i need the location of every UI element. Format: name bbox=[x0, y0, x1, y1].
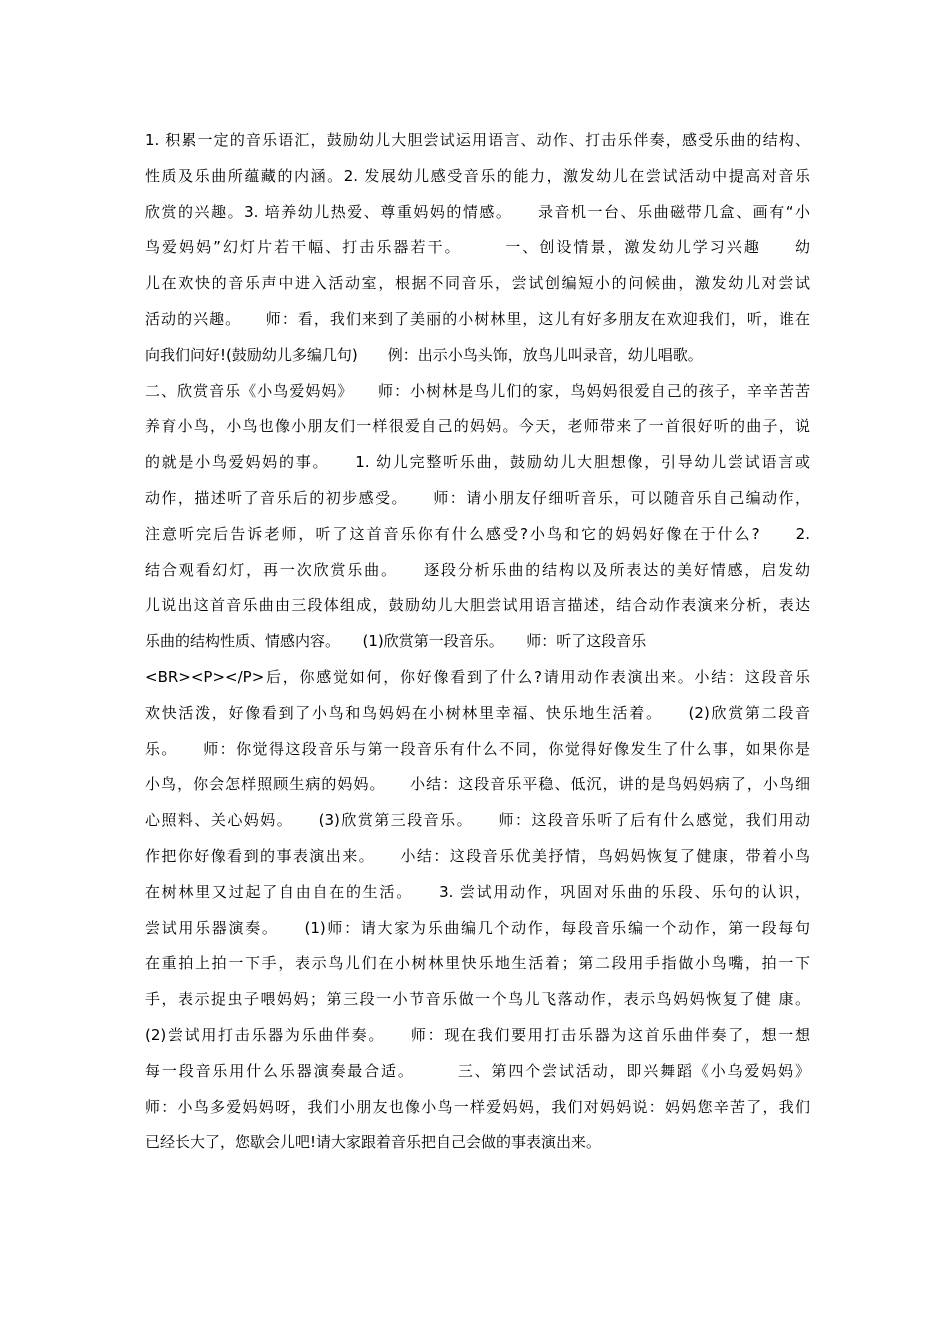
text-line-3: 欣赏的兴趣。3. 培养幼儿热爱、尊重妈妈的情感。 录音机一台、乐曲磁带几盒、画有“小 bbox=[145, 202, 810, 221]
text-line-18: 乐。 师：你觉得这段音乐与第一段音乐有什么不同，你觉得好像发生了什么事，如果你是 bbox=[145, 739, 810, 758]
body-text bbox=[145, 123, 810, 1161]
text-line-27: 每一段音乐用什么乐器演奏最合适。 三、第四个尝试活动，即兴舞蹈《小乌爱妈妈》 bbox=[145, 1061, 810, 1080]
text-line-29: 已经长大了，您歇会儿吧!请大家跟着音乐把自己会做的事表演出来。 bbox=[145, 1133, 602, 1152]
text-line-2: 性质及乐曲所蕴藏的内涵。2. 发展幼儿感受音乐的能力，激发幼儿在尝试活动中提高对音乐 bbox=[145, 166, 810, 185]
text-line-8: 二、欣赏音乐《小鸟爱妈妈》 师：小树林是鸟儿们的家，鸟妈妈很爱自己的孩子，辛辛苦苦 bbox=[145, 381, 810, 400]
text-line-6: 活动的兴趣。 师：看，我们来到了美丽的小树林里，这儿有好多朋友在欢迎我们，听，谁在 bbox=[145, 309, 810, 328]
text-line-16: <BR><P></P>后，你感觉如何，你好像看到了什么?请用动作表演出来。小结：这段音乐 bbox=[145, 667, 810, 686]
text-line-7: 向我们问好!(鼓励幼儿多编几句) 例：出示小鸟头饰，放鸟儿叫录音，幼儿唱歌。 bbox=[145, 345, 703, 364]
text-line-24: 在重拍上拍一下手，表示鸟儿们在小树林里快乐地生活着；第二段用手指做小鸟嘴，拍一下 bbox=[145, 954, 810, 973]
text-line-9: 养育小鸟，小鸟也像小朋友们一样很爱自己的妈妈。今天，老师带来了一首很好听的曲子，说 bbox=[145, 417, 810, 436]
text-line-15: 乐曲的结构性质、情感内容。 (1)欣赏第一段音乐。 师：听了这段音乐 bbox=[145, 632, 647, 651]
text-line-28: 师：小鸟多爱妈妈呀，我们小朋友也像小鸟一样爱妈妈，我们对妈妈说：妈妈您辛苦了，我们 bbox=[145, 1097, 810, 1116]
text-line-23: 尝试用乐器演奏。 (1)师：请大家为乐曲编几个动作，每段音乐编一个动作，第一段每句 bbox=[145, 918, 810, 937]
text-line-10: 的就是小鸟爱妈妈的事。 1. 幼儿完整听乐曲，鼓励幼儿大胆想像，引导幼儿尝试语言或 bbox=[145, 453, 810, 472]
text-line-1: 1. 积累一定的音乐语汇，鼓励幼儿大胆尝试运用语言、动作、打击乐伴奏，感受乐曲的结构、 bbox=[145, 131, 810, 149]
text-line-22: 在树林里又过起了自由自在的生活。 3. 尝试用动作，巩固对乐曲的乐段、乐句的认识， bbox=[145, 882, 810, 901]
text-line-21: 作把你好像看到的事表演出来。 小结：这段音乐优美抒情，鸟妈妈恢复了健康，带着小鸟 bbox=[145, 846, 810, 865]
text-line-25: 手，表示捉虫子喂妈妈；第三段一小节音乐做一个鸟儿飞落动作，表示鸟妈妈恢复了健 康。 bbox=[145, 990, 810, 1009]
text-line-19: 小鸟，你会怎样照顾生病的妈妈。 小结：这段音乐平稳、低沉，讲的是鸟妈妈病了，小鸟细 bbox=[145, 775, 810, 794]
text-line-14: 儿说出这首音乐曲由三段体组成，鼓励幼儿大胆尝试用语言描述，结合动作表演来分析，表达 bbox=[145, 596, 810, 615]
text-line-20: 心照料、关心妈妈。 (3)欣赏第三段音乐。 师：这段音乐听了后有什么感觉，我们用动 bbox=[145, 811, 810, 830]
text-line-4: 鸟爱妈妈”幻灯片若干幅、打击乐器若干。 一、创设情景，激发幼儿学习兴趣 幼 bbox=[145, 238, 810, 257]
text-line-17: 欢快活泼，好像看到了小鸟和鸟妈妈在小树林里幸福、快乐地生活着。 (2)欣赏第二段音 bbox=[145, 703, 810, 722]
text-line-26: (2)尝试用打击乐器为乐曲伴奏。 师：现在我们要用打击乐器为这首乐曲伴奏了，想一想 bbox=[145, 1025, 810, 1044]
text-line-13: 结合观看幻灯，再一次欣赏乐曲。 逐段分析乐曲的结构以及所表达的美好情感，启发幼 bbox=[145, 560, 810, 579]
text-line-11: 动作，描述听了音乐后的初步感受。 师：请小朋友仔细听音乐，可以随音乐自己编动作， bbox=[145, 488, 810, 507]
text-line-5: 儿在欢快的音乐声中进入活动室，根据不同音乐，尝试创编短小的问候曲，激发幼儿对尝试 bbox=[145, 274, 810, 293]
text-line-12: 注意听完后告诉老师，听了这首音乐你有什么感受?小鸟和它的妈妈好像在于什么? 2. bbox=[145, 524, 810, 543]
